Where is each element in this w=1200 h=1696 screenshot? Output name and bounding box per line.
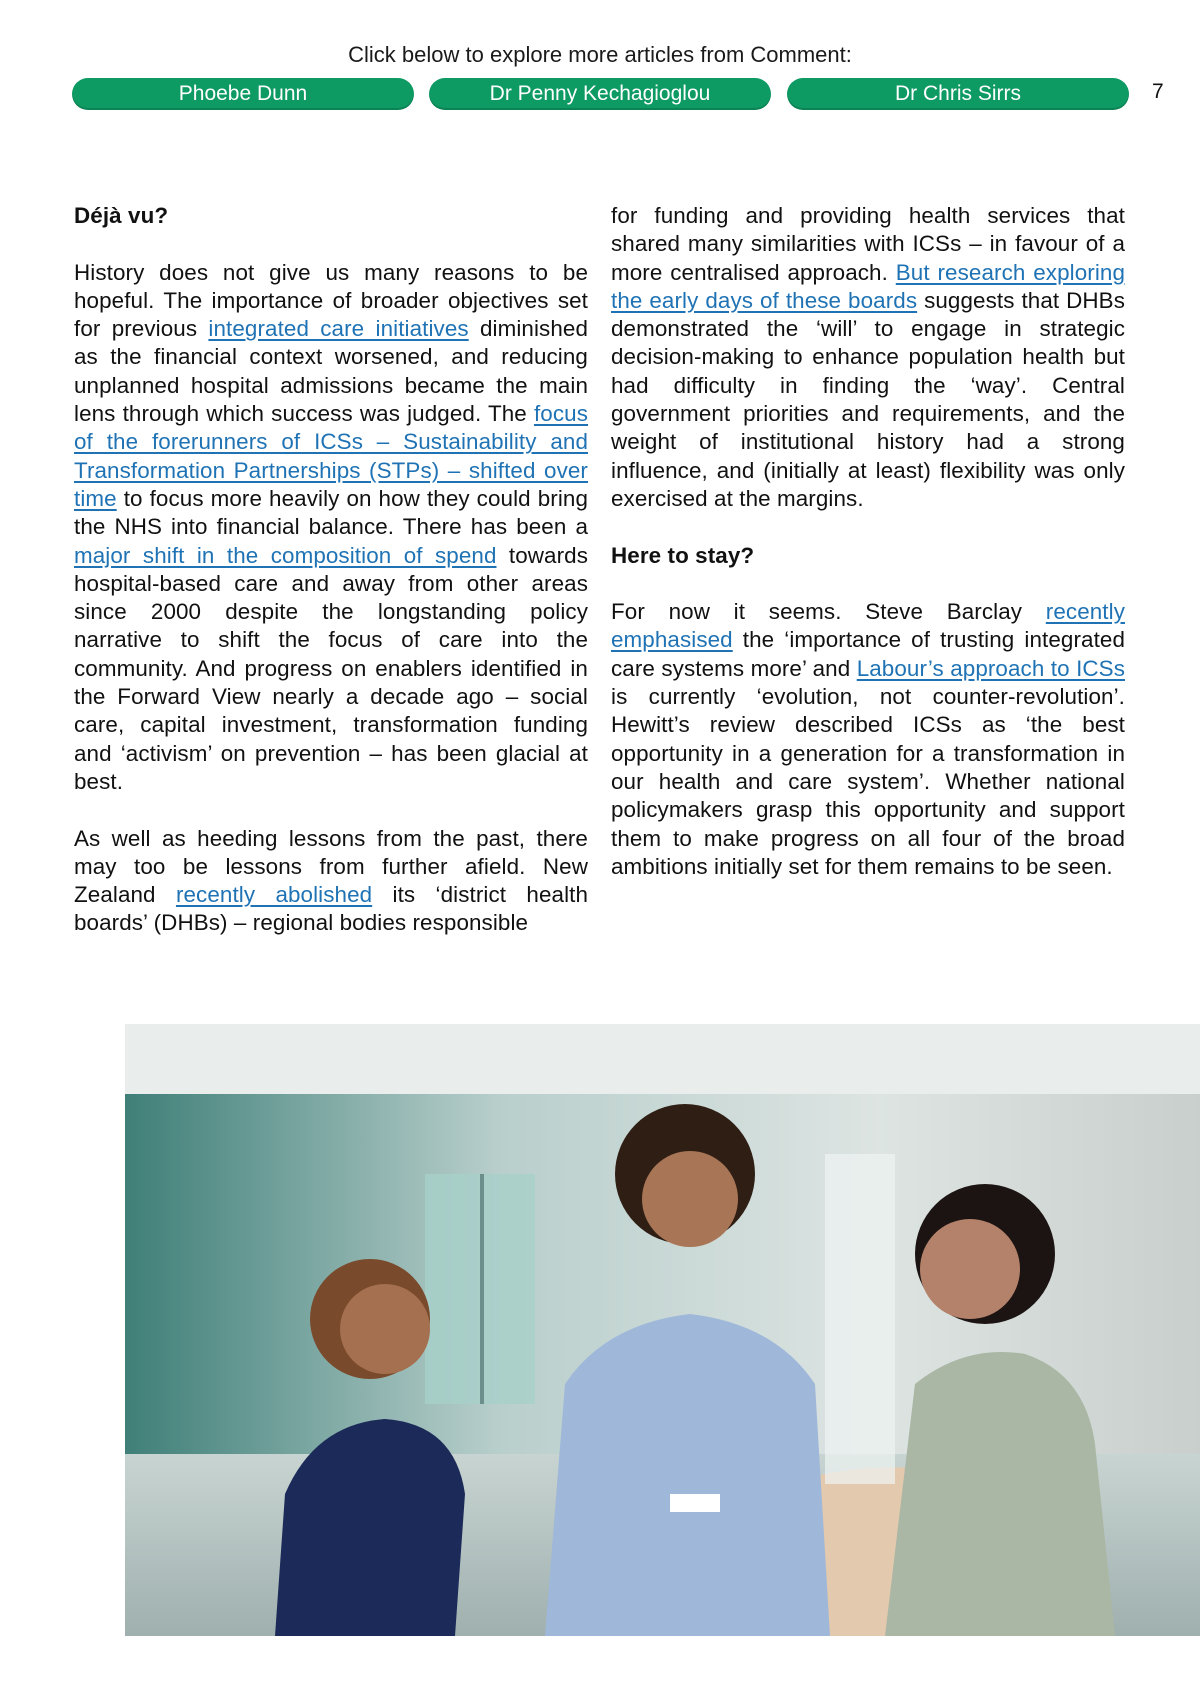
link-major-shift-composition-of-spend[interactable]: major shift in the composition of spend [74, 542, 497, 568]
text: History does not give us many reasons to be hopeful. The importance of broader objectives set for previous [74, 259, 588, 342]
right-column [611, 202, 1125, 909]
section-heading-deja-vu: Déjà vu? [74, 203, 169, 228]
link-focus-of-forerunners[interactable]: focus of the forerunners of ICSs – Sustainability and Transformation Partnerships (STPs) – shifted over time [74, 401, 588, 511]
paragraph [74, 825, 588, 938]
text: its ‘district health boards’ (DHBs) – regional bodies responsible [74, 882, 589, 936]
link-integrated-care-initiatives[interactable]: integrated care initiatives [208, 316, 469, 342]
paragraph [74, 259, 588, 797]
text: for funding and providing health services that shared many similarities with ICSs – in favour of a more centralised approach. [611, 203, 1125, 285]
text: suggests that DHBs demonstrated the ‘will’ to engage in strategic decision-making to enhance population health but had difficulty in finding the ‘way’. Central government priorities and requirements, and the weight of institutional history had a strong influence, and (initially at least) flexibility was only exercised at the margins. [611, 287, 1126, 511]
nav-pill-phoebe-dunn[interactable]: Phoebe Dunn [72, 78, 414, 110]
text: As well as heeding lessons from the past, there may too be lessons from further afield. New Zealand [74, 825, 588, 908]
link-but-research-early-days[interactable]: But research exploring the early days of these boards [611, 259, 1125, 313]
section-heading-here-to-stay: Here to stay? [611, 542, 755, 568]
text: is currently ‘evolution, not counter-revolution’. Hewitt’s review described ICSs as ‘the best opportunity in a generation for a transformation in our health and care system’. Whether national policymakers grasp this opportunity and support them to make progress on all four of the broad ambitions initially set for them remains to be seen. [611, 684, 1125, 879]
text: towards hospital-based care and away from other areas since 2000 despite the longstanding policy narrative to shift the focus of care into the community. And progress on enablers identified in the Forward View nearly a decade ago – social care, capital investment, transformation funding and ‘activism’ on prevention – has been glacial at best. [74, 542, 589, 794]
nav-pill-chris-sirrs[interactable]: Dr Chris Sirrs [787, 78, 1129, 110]
hospital-staff-photo [125, 1024, 1200, 1636]
page-number: 7 [1152, 80, 1164, 103]
paragraph [611, 598, 1125, 881]
text: the ‘importance of trusting integrated care systems more’ and [611, 627, 1125, 681]
text: to focus more heavily on how they could bring the NHS into financial balance. There has been a [74, 485, 588, 540]
link-labours-approach-to-icss[interactable]: Labour’s approach to ICSs [856, 655, 1125, 681]
left-column [74, 202, 588, 966]
paragraph [611, 202, 1125, 513]
nav-caption: Click below to explore more articles from Comment: [348, 42, 852, 67]
text: diminished as the financial context worsened, and reducing unplanned hospital admissions became the main lens through which success was judged. The [74, 316, 588, 427]
link-recently-emphasised[interactable]: recently emphasised [611, 599, 1125, 653]
nav-pill-penny-kechagioglou[interactable]: Dr Penny Kechagioglou [429, 78, 771, 110]
link-recently-abolished[interactable]: recently abolished [175, 882, 373, 908]
text: For now it seems. Steve Barclay [611, 599, 1046, 625]
